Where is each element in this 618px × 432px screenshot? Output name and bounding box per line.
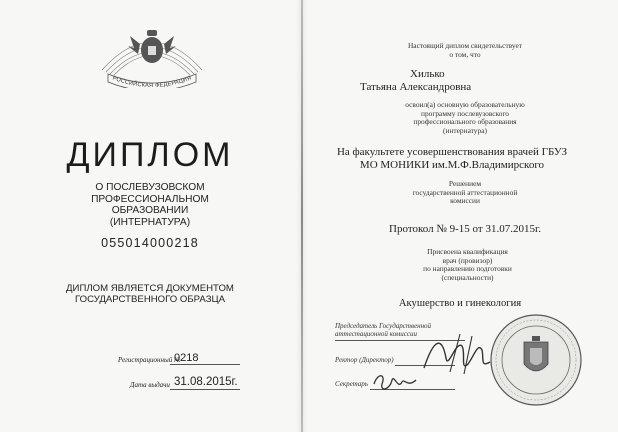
commission-chair-label bbox=[335, 322, 431, 338]
holder-given-names: Татьяна Александровна bbox=[360, 80, 472, 93]
registration-label: Регистрационный № bbox=[118, 356, 181, 364]
program-line: программу послевузовского bbox=[420, 108, 509, 118]
faculty-line: На факультете усовершенствования врачей ГБУЗ bbox=[336, 146, 568, 158]
intro-line: о том, что bbox=[449, 49, 481, 59]
decision-line: Решением bbox=[448, 179, 482, 188]
program-line: (интернатура) bbox=[443, 125, 487, 135]
qualification-line: Присвоена квалификация bbox=[427, 247, 508, 256]
certify-intro bbox=[360, 42, 570, 59]
page-fold bbox=[301, 0, 303, 432]
registration-number: 0218 bbox=[174, 352, 199, 364]
diploma-subtitle bbox=[60, 182, 240, 229]
validity-line: ДИПЛОМ ЯВЛЯЕТСЯ ДОКУМЕНТОМ bbox=[66, 283, 234, 294]
decision-line: комиссии bbox=[450, 196, 480, 206]
secretary-label: Секретарь bbox=[335, 380, 368, 388]
faculty-line: МО МОНИКИ им.М.Ф.Владимирского bbox=[359, 158, 545, 171]
program-text bbox=[355, 101, 575, 135]
holder-surname: Хилько bbox=[410, 68, 445, 80]
subtitle-line: ПРОФЕССИОНАЛЬНОМ ОБРАЗОВАНИИ bbox=[91, 193, 209, 217]
chair-line: аттестационной комиссии bbox=[335, 330, 417, 338]
emblem-ribbon bbox=[100, 22, 204, 88]
protocol-number: Протокол № 9-15 от 31.07.2015г. bbox=[389, 223, 541, 235]
decision-line: государственной аттестационной bbox=[412, 187, 518, 197]
emblem-ribbon-text: РОССИЙСКАЯ ФЕДЕРАЦИЯ bbox=[111, 75, 193, 88]
faculty-name bbox=[318, 146, 586, 171]
official-seal bbox=[488, 312, 584, 408]
diploma-number: 055014000218 bbox=[101, 236, 199, 250]
subtitle-line: О ПОСЛЕВУЗОВСКОМ bbox=[95, 182, 205, 193]
secretary-signature bbox=[370, 370, 420, 396]
diploma-title: ДИПЛОМ bbox=[66, 136, 234, 174]
program-line: профессионального образования bbox=[413, 117, 517, 127]
program-line: освоил(а) основную образовательную bbox=[405, 100, 525, 109]
qualification-line: врач (провизор) bbox=[442, 255, 493, 265]
issue-date-label: Дата выдачи bbox=[130, 381, 170, 389]
document-validity bbox=[50, 283, 250, 305]
intro-line: Настоящий диплом свидетельствует bbox=[407, 41, 523, 50]
qualification-line: по направлению подготовки bbox=[423, 264, 512, 274]
qualification-text bbox=[375, 248, 560, 282]
chair-line: Председатель Государственной bbox=[335, 322, 432, 330]
svg-text:РОССИЙСКАЯ ФЕДЕРАЦИЯ bbox=[112, 75, 193, 88]
validity-line: ГОСУДАРСТВЕННОГО ОБРАЗЦА bbox=[74, 294, 226, 306]
commission-decision bbox=[370, 180, 560, 206]
holder-name bbox=[340, 68, 580, 93]
specialty-name: Акушерство и гинекология bbox=[398, 298, 522, 309]
subtitle-line: (ИНТЕРНАТУРА) bbox=[109, 217, 191, 229]
rector-label: Ректор (Директор) bbox=[335, 356, 394, 364]
qualification-line: (специальности) bbox=[441, 272, 494, 282]
issue-date: 31.08.2015г. bbox=[174, 376, 238, 388]
